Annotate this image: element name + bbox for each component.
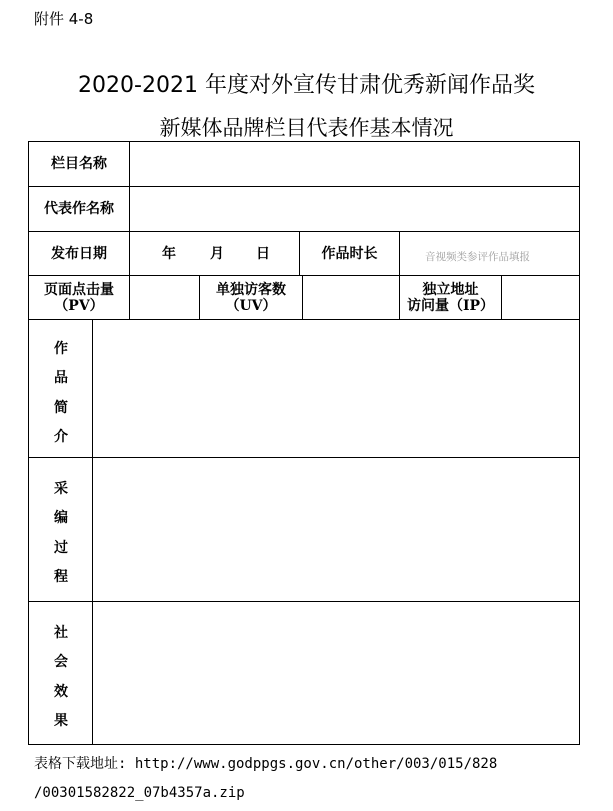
uv-label-line1: 单独访客数	[216, 281, 286, 298]
pv-label-line2: （PV）	[54, 297, 104, 314]
intro-char: 作	[54, 341, 68, 357]
intro-field[interactable]	[93, 320, 579, 457]
effect-field[interactable]	[93, 602, 579, 745]
uv-label	[200, 276, 302, 319]
process-label	[47, 478, 75, 586]
pv-label-line1: 页面点击量	[44, 281, 114, 298]
uv-label-line2: （UV）	[225, 297, 277, 314]
uv-field[interactable]	[303, 276, 399, 319]
column-name-label: 栏目名称	[51, 156, 107, 172]
process-field[interactable]	[93, 458, 579, 601]
page-subtitle: 新媒体品牌栏目代表作基本情况	[159, 116, 454, 140]
effect-char: 会	[54, 654, 68, 671]
pv-field[interactable]	[130, 276, 199, 319]
ip-label	[400, 276, 501, 319]
download-note	[34, 750, 594, 808]
ip-label-line2: 访问量（IP）	[406, 297, 495, 314]
intro-char: 品	[54, 370, 68, 387]
pv-label	[29, 276, 129, 319]
publish-date-label: 发布日期	[51, 245, 107, 262]
effect-char: 社	[54, 625, 68, 641]
process-char: 编	[54, 510, 68, 527]
process-char: 程	[54, 568, 68, 585]
date-day-label: 日	[256, 245, 270, 262]
effect-char: 效	[54, 683, 68, 700]
page-title: 2020-2021 年度对外宣传甘肃优秀新闻作品奖	[78, 73, 535, 98]
effect-label	[47, 622, 75, 730]
date-year-label: 年	[162, 245, 176, 262]
rep-work-label: 代表作名称	[44, 201, 114, 217]
column-name-field[interactable]	[130, 142, 579, 186]
intro-char: 介	[54, 428, 68, 445]
attachment-label: 附件 4-8	[34, 10, 94, 28]
intro-label	[47, 338, 75, 446]
duration-label: 作品时长	[321, 245, 378, 262]
date-month-label: 月	[210, 245, 224, 262]
ip-field[interactable]	[502, 276, 579, 319]
download-line1: 表格下载地址: http://www.godppgs.gov.cn/other/003/015/828	[34, 756, 498, 772]
download-line2: /00301582822_07b4357a.zip	[34, 785, 245, 801]
intro-char: 简	[54, 399, 68, 416]
process-char: 采	[54, 481, 68, 497]
effect-char: 果	[54, 712, 68, 729]
process-char: 过	[54, 539, 68, 556]
ip-label-line1: 独立地址	[422, 281, 479, 298]
col-divider	[399, 231, 400, 275]
duration-hint: 音视频类参评作品填报	[425, 251, 530, 263]
info-form-table	[28, 141, 580, 745]
rep-work-field[interactable]	[130, 187, 579, 231]
